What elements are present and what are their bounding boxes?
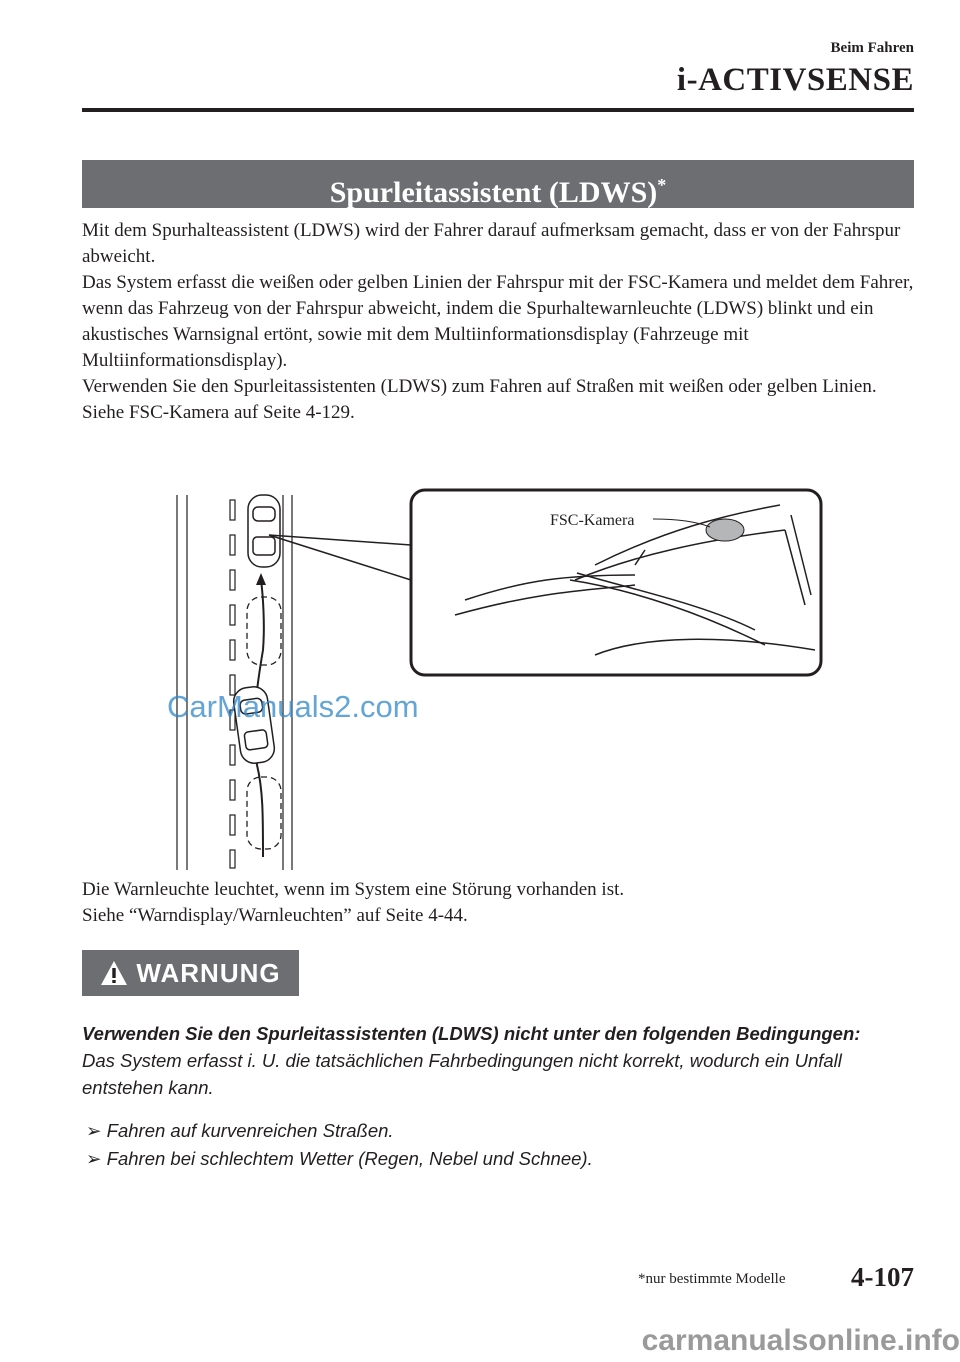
header-rule <box>82 108 914 112</box>
header-section: Beim Fahren <box>830 40 914 56</box>
bullet-text: Fahren auf kurvenreichen Straßen. <box>106 1120 394 1141</box>
arrow-bullet-icon: ➢ <box>86 1148 102 1169</box>
lane-marking <box>230 500 235 868</box>
footnote: *nur bestimmte Modelle <box>638 1271 786 1287</box>
warning-label: WARNUNG <box>136 957 281 988</box>
section-title-text: Spurleitassistent (LDWS) <box>329 176 658 209</box>
page-number: 4-107 <box>851 1262 914 1292</box>
status-line: Die Warnleuchte leuchtet, wenn im System eine Störung vorhanden ist. <box>82 879 625 900</box>
status-text <box>82 877 922 929</box>
intro-text <box>82 218 922 426</box>
header-chapter: i-ACTIVSENSE <box>676 62 914 98</box>
warning-triangle-icon <box>100 960 128 986</box>
warning-bullet <box>86 1145 593 1172</box>
car-ghost <box>247 777 281 849</box>
intro-paragraph: Mit dem Spurhalteassistent (LDWS) wird der Fahrer darauf aufmerksam gemacht, dass er von der Fahrspur abweicht. <box>82 220 901 267</box>
warning-text: Das System erfasst i. U. die tatsächlichen Fahrbedingungen nicht korrekt, wodurch ein Unfall entstehen kann. <box>82 1050 842 1098</box>
site-watermark: carmanualsonline.info <box>641 1324 960 1357</box>
section-title <box>82 160 914 208</box>
intro-paragraph: Siehe FSC-Kamera auf Seite 4-129. <box>82 402 355 423</box>
bullet-text: Fahren bei schlechtem Wetter (Regen, Nebel und Schnee). <box>106 1148 593 1169</box>
intro-paragraph: Verwenden Sie den Spurleitassistenten (LDWS) zum Fahren auf Straßen mit weißen oder gelben Linien. <box>82 376 877 397</box>
warning-bullet <box>86 1117 394 1144</box>
camera-spot <box>706 519 744 541</box>
arrow-head <box>256 573 266 585</box>
camera-label: FSC-Kamera <box>550 512 635 529</box>
title-marker: * <box>657 175 667 195</box>
lane-diagram <box>165 485 830 875</box>
status-line: Siehe “Warndisplay/Warnleuchten” auf Seite 4-44. <box>82 905 468 926</box>
intro-paragraph: Das System erfasst die weißen oder gelben Linien der Fahrspur mit der FSC-Kamera und meldet dem Fahrer, wenn das Fahrzeug von der Fahrspur abweicht, indem die Spurhaltewarnleuchte (LDWS) blinkt und ein akustisches Warnsignal ertönt, sowie mit dem Multiinformationsdisplay (Fahrzeuge mit Multiinformationsdisplay). <box>82 272 914 371</box>
arrow-bullet-icon: ➢ <box>86 1120 102 1141</box>
watermark: CarManuals2.com <box>167 689 419 724</box>
warning-badge <box>82 950 299 996</box>
warning-heading: Verwenden Sie den Spurleitassistenten (LDWS) nicht unter den folgenden Bedingungen: <box>82 1023 861 1044</box>
car-top <box>248 495 280 567</box>
